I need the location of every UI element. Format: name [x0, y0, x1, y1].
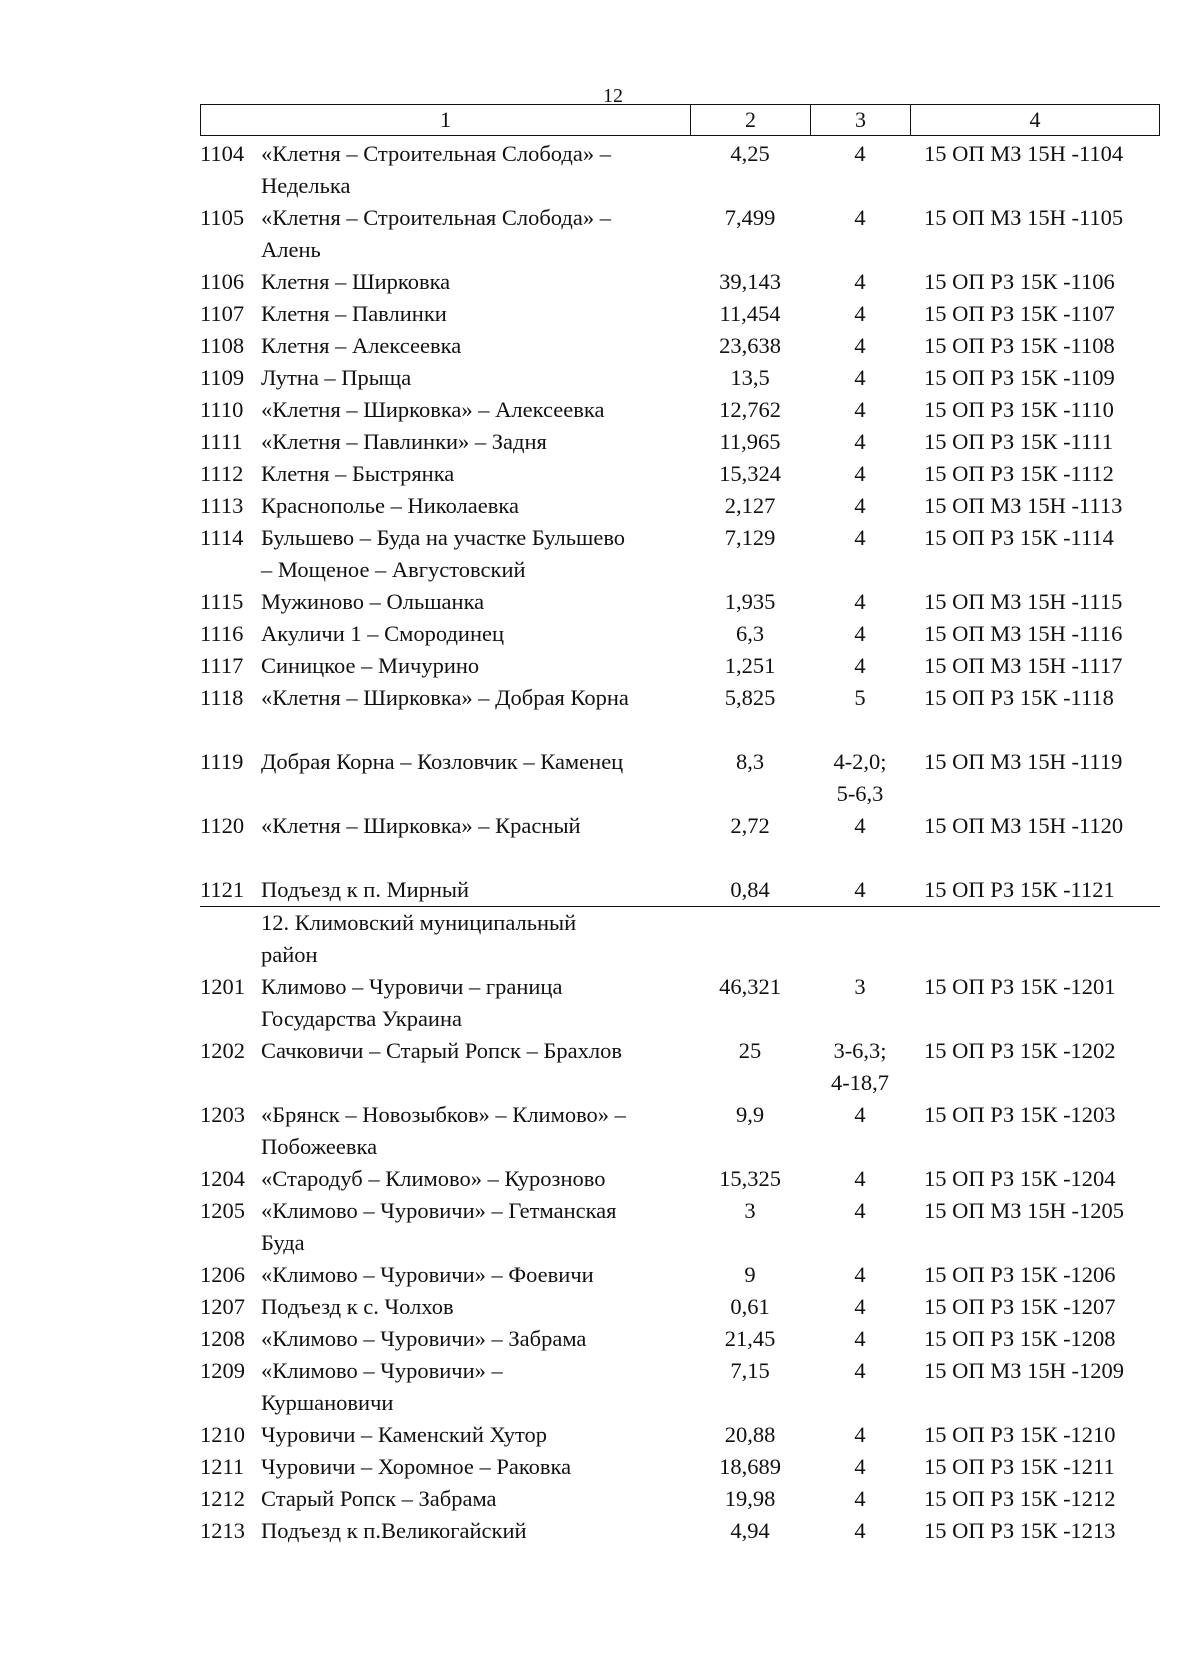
row-number: [200, 939, 261, 971]
road-name: Государства Украина: [261, 1006, 462, 1031]
road-length: 25: [738, 1038, 762, 1063]
road-category: 4-18,7: [830, 1070, 890, 1095]
road-name: Подъезд к п. Мирный: [261, 877, 470, 902]
road-name: Подъезд к п.Великогайский: [261, 1518, 527, 1543]
table-row: [200, 458, 1160, 490]
road-length: 12,762: [719, 397, 781, 422]
row-number: 1115: [200, 589, 244, 614]
road-category: 4: [854, 589, 866, 614]
road-category: [810, 1387, 910, 1419]
road-length: 1,935: [724, 589, 776, 614]
road-category: 4: [854, 1198, 866, 1223]
road-name: Куршановичи: [261, 1390, 394, 1415]
road-category: 4-2,0;: [833, 749, 887, 774]
table-row: [200, 554, 1160, 586]
row-number: 1116: [200, 621, 244, 646]
table-row: [200, 1419, 1160, 1451]
header-col-4: 4: [1029, 107, 1041, 132]
road-length: [690, 234, 810, 266]
road-name: Подъезд к с. Чолхов: [261, 1294, 454, 1319]
page-number: 12: [603, 85, 623, 107]
road-category: 4: [854, 1454, 866, 1479]
table-body: [200, 138, 1160, 1547]
road-id: 15 ОП РЗ 15К -1202: [924, 1038, 1116, 1063]
table-row: [200, 234, 1160, 266]
road-category: 4: [854, 1422, 866, 1447]
row-number: [200, 842, 261, 874]
road-name: «Клетня – Ширковка» – Добрая Корна: [261, 685, 629, 710]
table-row: [200, 650, 1160, 682]
row-number: [200, 778, 261, 810]
road-id: 15 ОП РЗ 15К -1213: [924, 1518, 1116, 1543]
table-row: [200, 1259, 1160, 1291]
table-row: [200, 1483, 1160, 1515]
road-category: 4: [854, 429, 866, 454]
road-category: 5-6,3: [836, 781, 884, 806]
road-category: [810, 234, 910, 266]
road-id: 15 ОП МЗ 15Н -1104: [924, 141, 1124, 166]
table-row: [200, 778, 1160, 810]
road-name: «Климово – Чуровичи» – Гетманская: [261, 1198, 617, 1223]
table-row: [200, 618, 1160, 650]
table-row: [200, 810, 1160, 842]
row-number: 1114: [200, 525, 244, 550]
table-row: [200, 971, 1160, 1003]
road-length: 15,324: [719, 461, 781, 486]
road-length: 7,499: [724, 205, 776, 230]
road-id: 15 ОП РЗ 15К -1106: [924, 269, 1115, 294]
road-name: [261, 1067, 690, 1099]
row-number: 1110: [200, 397, 244, 422]
table-row: [200, 1035, 1160, 1067]
road-length: 2,72: [730, 813, 770, 838]
table-row: [200, 714, 1160, 746]
row-number: 1207: [200, 1294, 245, 1319]
road-name: Старый Ропск – Забрама: [261, 1486, 497, 1511]
table-header: [200, 104, 1160, 136]
road-category: 4: [854, 1166, 866, 1191]
road-length: [690, 778, 810, 810]
road-id: 15 ОП МЗ 15Н -1116: [924, 621, 1123, 646]
row-number: [200, 1067, 261, 1099]
table-row: [200, 426, 1160, 458]
table-row: [200, 266, 1160, 298]
road-length: 3: [744, 1198, 756, 1223]
road-length: 2,127: [724, 493, 776, 518]
road-length: 8,3: [735, 749, 765, 774]
row-number: 1111: [200, 429, 243, 454]
table-row: [200, 202, 1160, 234]
road-category: 3-6,3;: [833, 1038, 887, 1063]
road-name: «Климово – Чуровичи» –: [261, 1358, 503, 1383]
road-name: Чуровичи – Хоромное – Раковка: [261, 1454, 572, 1479]
road-id: 15 ОП РЗ 15К -1212: [924, 1486, 1116, 1511]
road-id: 15 ОП МЗ 15Н -1105: [924, 205, 1124, 230]
road-length: 11,965: [719, 429, 781, 454]
road-name: Клетня – Павлинки: [261, 301, 447, 326]
road-length: 39,143: [719, 269, 781, 294]
road-id: 15 ОП РЗ 15К -1201: [924, 974, 1116, 999]
road-id: 15 ОП РЗ 15К -1109: [924, 365, 1115, 390]
road-name: Климово – Чуровичи – граница: [261, 974, 563, 999]
road-id: 15 ОП РЗ 15К -1107: [924, 301, 1115, 326]
road-category: 4: [854, 621, 866, 646]
table-row: [200, 682, 1160, 714]
table-row: [200, 330, 1160, 362]
road-category: 4: [854, 301, 866, 326]
road-id: [910, 939, 1160, 971]
road-name: Алень: [261, 237, 321, 262]
table-row: [200, 490, 1160, 522]
table-row: [200, 874, 1160, 907]
road-id: [910, 1131, 1160, 1163]
road-length: [690, 1067, 810, 1099]
road-category: 4: [854, 1486, 866, 1511]
road-name: Акуличи 1 – Смородинец: [261, 621, 505, 646]
road-id: 15 ОП РЗ 15К -1121: [924, 877, 1115, 902]
road-name: район: [261, 942, 318, 967]
road-length: 7,15: [730, 1358, 770, 1383]
road-id: [910, 907, 1160, 939]
row-number: 1210: [200, 1422, 245, 1447]
road-category: 4: [854, 461, 866, 486]
road-id: 15 ОП РЗ 15К -1114: [924, 525, 1114, 550]
table-row: [200, 842, 1160, 874]
road-length: [690, 939, 810, 971]
row-number: 1209: [200, 1358, 245, 1383]
road-length: [690, 170, 810, 202]
road-category: 4: [854, 877, 866, 902]
table-row: [200, 746, 1160, 778]
road-length: 15,325: [719, 1166, 781, 1191]
road-length: 6,3: [735, 621, 765, 646]
row-number: 1105: [200, 205, 245, 230]
road-category: 4: [854, 493, 866, 518]
road-name: Лутна – Прыща: [261, 365, 412, 390]
row-number: 1213: [200, 1518, 245, 1543]
road-category: 4: [854, 397, 866, 422]
road-category: 4: [854, 1102, 866, 1127]
road-name: Побожеевка: [261, 1134, 378, 1159]
road-id: 15 ОП РЗ 15К -1111: [924, 429, 1114, 454]
road-length: [690, 1003, 810, 1035]
road-name: «Клетня – Строительная Слобода» –: [261, 141, 611, 166]
header-col-3: 3: [811, 105, 911, 135]
row-number: 1201: [200, 974, 245, 999]
row-number: 1113: [200, 493, 244, 518]
road-category: [810, 939, 910, 971]
row-number: 1205: [200, 1198, 245, 1223]
road-name: «Климово – Чуровичи» – Забрама: [261, 1326, 587, 1351]
road-category: 4: [854, 269, 866, 294]
road-name: «Стародуб – Климово» – Курозново: [261, 1166, 606, 1191]
road-length: 0,61: [730, 1294, 770, 1319]
road-id: 15 ОП МЗ 15Н -1113: [924, 493, 1123, 518]
row-number: [200, 170, 261, 202]
row-number: 1118: [200, 685, 244, 710]
row-number: 1120: [200, 813, 245, 838]
road-category: [810, 170, 910, 202]
road-name: Буда: [261, 1230, 305, 1255]
table-row: [200, 298, 1160, 330]
row-number: [200, 1227, 261, 1259]
road-length: 21,45: [724, 1326, 776, 1351]
row-number: 1104: [200, 141, 245, 166]
row-number: 1203: [200, 1102, 245, 1127]
road-id: 15 ОП РЗ 15К -1207: [924, 1294, 1116, 1319]
row-number: 1119: [200, 749, 244, 774]
table-row: [200, 939, 1160, 971]
road-length: 13,5: [730, 365, 770, 390]
road-category: 4: [854, 653, 866, 678]
road-id: 15 ОП РЗ 15К -1206: [924, 1262, 1116, 1287]
road-length: 9,9: [735, 1102, 765, 1127]
table-row: [200, 1131, 1160, 1163]
table-row: [200, 1099, 1160, 1131]
road-category: 4: [854, 1294, 866, 1319]
table-row: [200, 522, 1160, 554]
table-row: [200, 1387, 1160, 1419]
road-category: 4: [854, 365, 866, 390]
table-row: [200, 1067, 1160, 1099]
road-length: [690, 1131, 810, 1163]
row-number: [200, 1003, 261, 1035]
road-length: 23,638: [719, 333, 781, 358]
row-number: 1109: [200, 365, 245, 390]
road-length: [690, 907, 810, 939]
road-id: [910, 842, 1160, 874]
road-id: 15 ОП МЗ 15Н -1209: [924, 1358, 1125, 1383]
table-row: [200, 1003, 1160, 1035]
table-row: [200, 1195, 1160, 1227]
road-id: [910, 554, 1160, 586]
row-number: [200, 1387, 261, 1419]
road-name: «Брянск – Новозыбков» – Климово» –: [261, 1102, 626, 1127]
road-length: 11,454: [719, 301, 781, 326]
road-name: [261, 778, 690, 810]
row-number: 1206: [200, 1262, 245, 1287]
road-length: 18,689: [719, 1454, 781, 1479]
table-row: [200, 1451, 1160, 1483]
road-id: 15 ОП РЗ 15К -1110: [924, 397, 1114, 422]
row-number: 1112: [200, 461, 244, 486]
row-number: [200, 554, 261, 586]
table-row: [200, 1515, 1160, 1547]
road-name: Клетня – Быстрянка: [261, 461, 455, 486]
road-name: [261, 842, 690, 874]
table-row: [200, 586, 1160, 618]
row-number: [200, 907, 261, 939]
road-category: 5: [854, 685, 866, 710]
road-id: 15 ОП РЗ 15К -1211: [924, 1454, 1115, 1479]
road-name: Бульшево – Буда на участке Бульшево: [261, 525, 626, 550]
road-length: 4,25: [730, 141, 770, 166]
road-name: [261, 714, 690, 746]
road-id: 15 ОП РЗ 15К -1118: [924, 685, 1114, 710]
road-id: 15 ОП РЗ 15К -1112: [924, 461, 1114, 486]
table-row: [200, 362, 1160, 394]
table-row: [200, 170, 1160, 202]
road-id: [910, 234, 1160, 266]
row-number: 1121: [200, 877, 245, 902]
road-length: [690, 1387, 810, 1419]
road-category: [810, 554, 910, 586]
road-name: Неделька: [261, 173, 351, 198]
row-number: [200, 714, 261, 746]
road-id: 15 ОП МЗ 15Н -1117: [924, 653, 1123, 678]
road-category: 4: [854, 1518, 866, 1543]
row-number: 1108: [200, 333, 245, 358]
row-number: 1106: [200, 269, 245, 294]
road-id: 15 ОП РЗ 15К -1208: [924, 1326, 1116, 1351]
road-name: «Климово – Чуровичи» – Фоевичи: [261, 1262, 594, 1287]
road-id: 15 ОП МЗ 15Н -1119: [924, 749, 1123, 774]
road-id: 15 ОП РЗ 15К -1203: [924, 1102, 1116, 1127]
road-category: 4: [854, 141, 866, 166]
table-row: [200, 138, 1160, 170]
road-length: 1,251: [724, 653, 776, 678]
road-id: 15 ОП РЗ 15К -1210: [924, 1422, 1116, 1447]
road-name: «Клетня – Ширковка» – Алексеевка: [261, 397, 605, 422]
road-name: Клетня – Ширковка: [261, 269, 451, 294]
road-category: [810, 907, 910, 939]
road-name: «Клетня – Ширковка» – Красный: [261, 813, 581, 838]
road-name: «Клетня – Павлинки» – Задня: [261, 429, 547, 454]
row-number: 1204: [200, 1166, 245, 1191]
road-length: 19,98: [724, 1486, 776, 1511]
road-id: 15 ОП МЗ 15Н -1120: [924, 813, 1124, 838]
road-category: [810, 714, 910, 746]
road-category: 4: [854, 333, 866, 358]
road-id: [910, 714, 1160, 746]
road-category: 4: [854, 525, 866, 550]
row-number: 1208: [200, 1326, 245, 1351]
road-category: [810, 1227, 910, 1259]
road-name: Клетня – Алексеевка: [261, 333, 462, 358]
road-length: [690, 842, 810, 874]
road-length: [690, 714, 810, 746]
road-category: 4: [854, 205, 866, 230]
row-number: 1202: [200, 1038, 245, 1063]
table-row: [200, 1227, 1160, 1259]
road-name: Добрая Корна – Козловчик – Каменец: [261, 749, 624, 774]
road-length: 20,88: [724, 1422, 776, 1447]
road-length: 7,129: [724, 525, 776, 550]
road-id: 15 ОП МЗ 15Н -1205: [924, 1198, 1125, 1223]
road-name: «Клетня – Строительная Слобода» –: [261, 205, 611, 230]
road-length: [690, 554, 810, 586]
road-id: 15 ОП РЗ 15К -1108: [924, 333, 1115, 358]
header-col-1: 1: [201, 105, 691, 135]
road-category: 4: [854, 1262, 866, 1287]
road-name: 12. Климовский муниципальный: [261, 910, 577, 935]
road-length: 0,84: [730, 877, 770, 902]
road-name: Мужиново – Ольшанка: [261, 589, 485, 614]
road-id: 15 ОП РЗ 15К -1204: [924, 1166, 1116, 1191]
table-row: [200, 1163, 1160, 1195]
road-name: Чуровичи – Каменский Хутор: [261, 1422, 548, 1447]
road-category: [810, 1131, 910, 1163]
road-category: [810, 1003, 910, 1035]
road-category: 4: [854, 1326, 866, 1351]
road-name: Синицкое – Мичурино: [261, 653, 480, 678]
road-category: 3: [854, 974, 866, 999]
table-row: [200, 1355, 1160, 1387]
row-number: 1212: [200, 1486, 245, 1511]
road-name: – Мощеное – Августовский: [261, 557, 526, 582]
road-name: Сачковичи – Старый Ропск – Брахлов: [261, 1038, 622, 1063]
road-category: 4: [854, 813, 866, 838]
road-id: [910, 1003, 1160, 1035]
row-number: 1117: [200, 653, 244, 678]
table-row: [200, 394, 1160, 426]
road-id: [910, 170, 1160, 202]
road-length: [690, 1227, 810, 1259]
road-id: 15 ОП МЗ 15Н -1115: [924, 589, 1123, 614]
road-id: [910, 1227, 1160, 1259]
road-category: 4: [854, 1358, 866, 1383]
table-row: [200, 1291, 1160, 1323]
road-id: [910, 1387, 1160, 1419]
road-length: 9: [744, 1262, 756, 1287]
road-length: 5,825: [724, 685, 776, 710]
row-number: [200, 234, 261, 266]
road-category: [810, 842, 910, 874]
row-number: 1211: [200, 1454, 245, 1479]
row-number: 1107: [200, 301, 245, 326]
table-row: [200, 1323, 1160, 1355]
header-col-2: 2: [691, 105, 811, 135]
table-row: [200, 907, 1160, 939]
road-length: 46,321: [719, 974, 781, 999]
road-id: [910, 778, 1160, 810]
road-id: [910, 1067, 1160, 1099]
road-name: Краснополье – Николаевка: [261, 493, 519, 518]
road-length: 4,94: [730, 1518, 770, 1543]
row-number: [200, 1131, 261, 1163]
